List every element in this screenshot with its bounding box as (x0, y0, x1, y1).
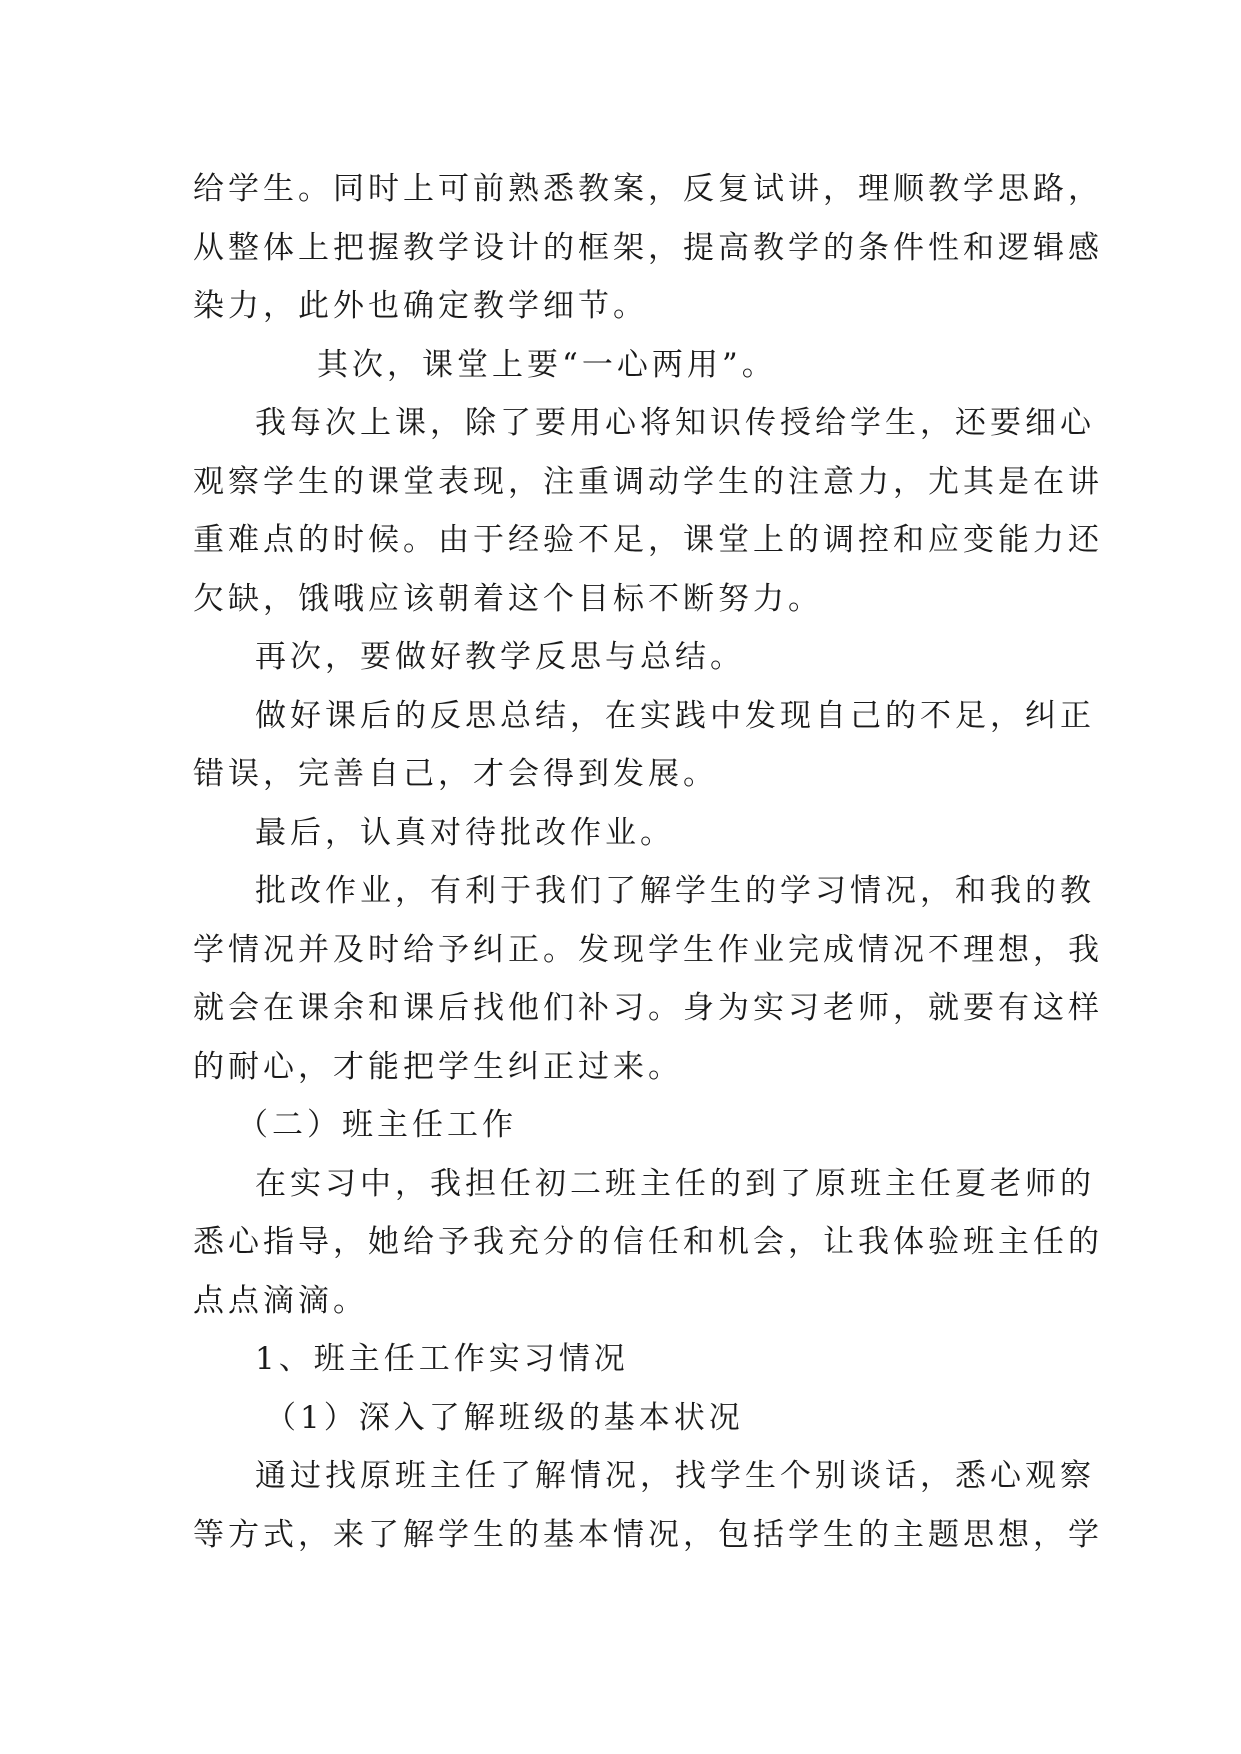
text-line: 染力，此外也确定教学细节。 (193, 288, 648, 324)
text-line: 等方式，来了解学生的基本情况，包括学生的主题思想，学 (193, 1516, 1103, 1553)
numbered-subheading: （1）深入了解班级的基本状况 (265, 1399, 744, 1436)
text-line: 通过找原班主任了解情况，找学生个别谈话，悉心观察 (255, 1458, 1095, 1494)
text-line: 做好课后的反思总结，在实践中发现自己的不足，纠正 (255, 697, 1095, 734)
text-line: 的耐心，才能把学生纠正过来。 (193, 1048, 683, 1085)
text-line: 重难点的时候。由于经验不足，课堂上的调控和应变能力还 (193, 522, 1103, 558)
text-line: 悉心指导，她给予我充分的信任和机会，让我体验班主任的 (193, 1224, 1103, 1260)
text-line: 就会在课余和课后找他们补习。身为实习老师，就要有这样 (193, 990, 1103, 1026)
subsection-heading: （二）班主任工作 (237, 1107, 517, 1143)
text-line: 我每次上课，除了要用心将知识传授给学生，还要细心 (255, 405, 1095, 441)
text-line: 给学生。同时上可前熟悉教案，反复试讲，理顺教学思路， (193, 171, 1103, 207)
section-heading: 再次，要做好教学反思与总结。 (255, 639, 745, 675)
text-line: 观察学生的课堂表现，注重调动学生的注意力，尤其是在讲 (193, 463, 1103, 500)
section-heading: 其次，课堂上要“一心两用”。 (317, 346, 777, 383)
text-line: 从整体上把握教学设计的框架，提高教学的条件性和逻辑感 (193, 229, 1103, 266)
numbered-heading: 1、班主任工作实习情况 (255, 1341, 629, 1377)
text-line: 点点滴滴。 (193, 1282, 368, 1319)
section-heading: 最后，认真对待批改作业。 (255, 814, 675, 851)
text-line: 欠缺，饿哦应该朝着这个目标不断努力。 (193, 580, 823, 617)
text-line: 在实习中，我担任初二班主任的到了原班主任夏老师的 (255, 1165, 1095, 1202)
text-line: 批改作业，有利于我们了解学生的学习情况，和我的教 (255, 873, 1095, 909)
document-body (193, 160, 1103, 1564)
text-line: 错误，完善自己，才会得到发展。 (193, 756, 718, 792)
text-line: 学情况并及时给予纠正。发现学生作业完成情况不理想，我 (193, 931, 1103, 968)
